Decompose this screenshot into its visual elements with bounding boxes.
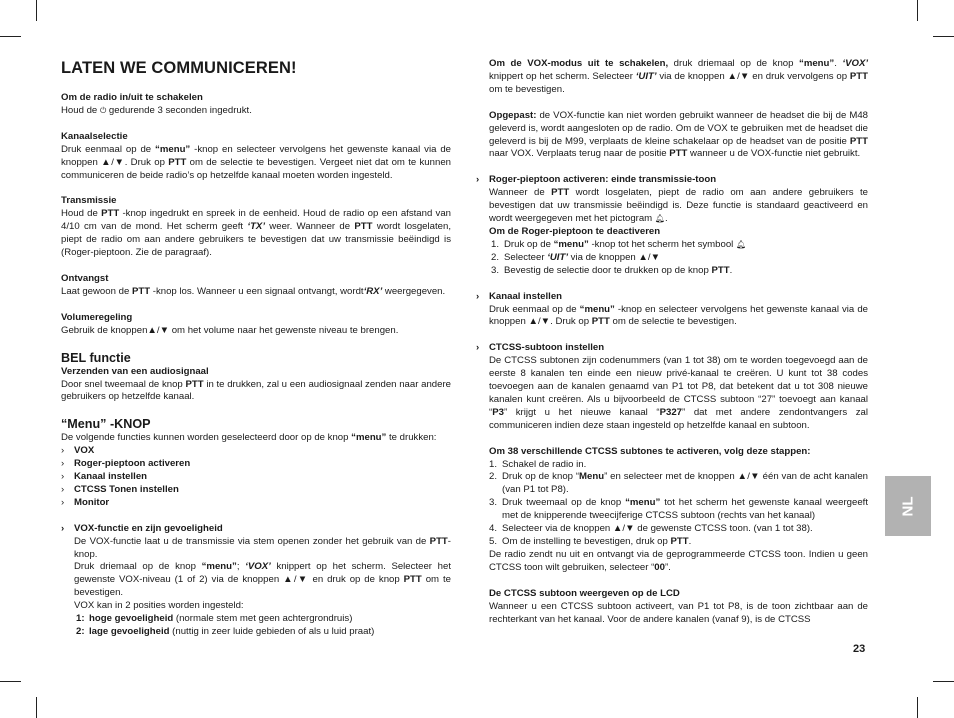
paragraph: Gebruik de knoppen▲/▼ om het volume naar het gewenste niveau te brengen. bbox=[61, 324, 399, 336]
list-item: 4. Selecteer via de knoppen ▲/▼ de gewenste CTCSS toon. (van 1 tot 38). bbox=[489, 523, 813, 535]
section-kanaal bbox=[476, 291, 868, 330]
paragraph: Door snel tweemaal de knop PTT in te drukken, zal u een audiosignaal zenden naar andere gebruikers op hetzelfde kanaal. bbox=[61, 378, 451, 403]
list-item: › VOX bbox=[61, 445, 95, 457]
section-vox bbox=[61, 523, 451, 639]
list-item: › Monitor bbox=[61, 496, 110, 508]
paragraph: De VOX-functie laat u de transmissie via stem openen zonder het gebruik van de PTT-knop. bbox=[74, 535, 451, 560]
section-heading: Transmissie bbox=[61, 195, 117, 207]
section-channel-select bbox=[61, 131, 451, 183]
language-tab bbox=[885, 476, 931, 536]
paragraph: Druk driemaal op de knop “menu”; ‘VOX’ knippert op het scherm. Selecteer het gewenste VOX-niveau (1 of 2) via de knoppen ▲/▼ en druk op de knop PTT om te bevestigen. bbox=[74, 561, 451, 599]
section-heading: Ontvangst bbox=[61, 272, 109, 284]
section-activate bbox=[489, 446, 868, 575]
paragraph: Laat gewoon de PTT -knop los. Wanneer u een signaal ontvangt, wordt‘RX’ weergegeven. bbox=[61, 285, 446, 297]
paragraph: VOX kan in 2 posities worden ingesteld: bbox=[74, 600, 244, 612]
paragraph: Druk eenmaal op de “menu” -knop en selecteer vervolgens het gewenste kanaal via de knoppen ▲/▼. Druk op PTT om de selectie te bevestigen. bbox=[489, 303, 869, 328]
crop-mark bbox=[36, 697, 37, 718]
list-item: 1: hoge gevoeligheid (normale stem met geen achtergrondruis) bbox=[76, 613, 353, 625]
section-bel bbox=[61, 351, 451, 405]
bell-icon: 🔔︎ bbox=[735, 239, 747, 249]
paragraph: Wanneer u een CTCSS subtoon activeert, van P1 tot P8, is de toon zichtbaar aan de rechterkant van het kanaal. Voor de andere kanalen (vanaf 9), is de CTCSS bbox=[489, 600, 868, 625]
list-item: › Roger-pieptoon activeren bbox=[61, 458, 191, 470]
sub-heading: Om de Roger-pieptoon te deactiveren bbox=[489, 225, 661, 237]
section-roger bbox=[476, 174, 868, 277]
section-menu bbox=[61, 417, 451, 509]
paragraph: Houd de ⏻ gedurende 3 seconden ingedrukt. bbox=[61, 104, 252, 116]
paragraph: Houd de PTT -knop ingedrukt en spreek in de eenheid. Houd de radio op een afstand van 4/10 cm van de mond. Het scherm geeft ‘TX’ weer. Wanneer de PTT wordt losgelaten, piept de radio om aan andere gebruikers te bevestigen dat uw transmissie beëindigd is (Roger-pieptoon. Zie de paragraaf). bbox=[61, 208, 451, 259]
crop-mark bbox=[36, 0, 37, 21]
section-title: “Menu” -KNOP bbox=[61, 417, 151, 432]
bell-icon: 🔔︎ bbox=[654, 214, 665, 224]
list-item: 1. Schakel de radio in. bbox=[489, 458, 587, 470]
list-item: 2: lage gevoeligheid (nuttig in zeer luide gebieden of als u luid praat) bbox=[76, 626, 375, 637]
section-heading: De CTCSS subtoon weergeven op de LCD bbox=[489, 587, 680, 599]
crop-mark bbox=[933, 36, 954, 37]
section-reception bbox=[61, 273, 451, 299]
section-heading: › Roger-pieptoon activeren: einde transmissie-toon bbox=[476, 174, 717, 186]
section-ctcss bbox=[476, 342, 868, 432]
right-column bbox=[476, 58, 869, 626]
crop-mark bbox=[0, 36, 21, 37]
crop-mark bbox=[0, 681, 21, 682]
list-item: › Kanaal instellen bbox=[61, 471, 148, 483]
power-icon: ⏻ bbox=[99, 105, 107, 115]
section-volume bbox=[61, 312, 451, 338]
paragraph: Wanneer de PTT wordt losgelaten, piept de radio om aan andere gebruikers te bevestigen dat uw transmissie beëindigd is. Deze functie is standaard geactiveerd en wordt weergegeven met het pictogram 🔔︎. bbox=[489, 187, 869, 225]
left-column bbox=[61, 58, 451, 639]
section-power bbox=[61, 92, 451, 118]
page-title: LATEN WE COMMUNICEREN! bbox=[61, 59, 297, 77]
list-item: › CTCSS Tonen instellen bbox=[61, 483, 179, 495]
paragraph: De CTCSS subtonen zijn codenummers (van 1 tot 38) om te worden toegevoegd aan de eerste 8 kanalen ten einde een nieuw privé-kanaal te creëren. U kunt tot 38 codes toevoegen aan de kanalen genaamd van P1 tot P8, dat betekent dat u tot 308 nieuwe kanalen kunt creëren. Als u bijvoorbeeld de CTCSS subtoon “27” toevoegt aan kanaal “P3” krijgt u het nieuwe kanaal “P327” dat met andere zendontvangers zal communiceren indien deze staan ingesteld op hetzelfde kanaal en subtoon. bbox=[489, 355, 868, 431]
section-heading: Om de radio in/uit te schakelen bbox=[61, 92, 203, 103]
paragraph: Opgepast: de VOX-functie kan niet worden gebruikt wanneer de headset die bij de M48 geleverd is, wordt aangesloten op de radio. Om de VOX te gebruiken met de headset die geleverd is bij de M99, verplaats de kleine schakelaar op de headset van de positie PTT naar VOX. Verplaats terug naar de positie PTT wanneer u de VOX-functie niet gebruikt. bbox=[489, 109, 868, 160]
section-heading: Kanaalselectie bbox=[61, 130, 128, 142]
page-number: 23 bbox=[853, 643, 866, 655]
list-item: 2. Selecteer ‘UIT’ via de knoppen ▲/▼ bbox=[491, 251, 661, 263]
section-heading: › CTCSS-subtoon instellen bbox=[476, 342, 605, 354]
paragraph: Druk eenmaal op de “menu” -knop en selecteer vervolgens het gewenste kanaal via de knoppen ▲/▼. Druk op PTT om de selectie te bevestigen. Vergeet niet dat om te kunnen communiceren de beide radio’s op hetzelfde kanaal moeten worden ingesteld. bbox=[61, 143, 452, 181]
section-heading: Om 38 verschillende CTCSS subtones te activeren, volg deze stappen: bbox=[489, 445, 811, 457]
section-lcd bbox=[489, 588, 868, 627]
list-item: 3. Bevestig de selectie door te drukken op de knop PTT. bbox=[491, 264, 733, 276]
paragraph: De radio zendt nu uit en ontvangt via de geprogrammeerde CTCSS toon. Indien u geen CTCSS toon wilt gebruiken, selecteer “00”. bbox=[489, 548, 868, 573]
section-title: BEL functie bbox=[61, 350, 131, 365]
section-heading: › Kanaal instellen bbox=[476, 290, 563, 302]
list-item: 5. Om de instelling te bevestigen, druk op PTT. bbox=[489, 536, 692, 547]
section-transmission bbox=[61, 195, 451, 260]
list-item: 3. Druk tweemaal op de knop “menu” tot het scherm het gewenste kanaal weergeeft met de knipperende tweecijferige CTCSS subtoon (rechts van het kanaal) bbox=[489, 497, 868, 522]
crop-mark bbox=[917, 0, 918, 21]
section-heading: Volumeregeling bbox=[61, 311, 133, 323]
paragraph: Om de VOX-modus uit te schakelen, druk driemaal op de knop “menu”. ‘VOX’ knippert op het scherm. Selecteer ‘UIT’ via de knoppen ▲/▼ en druk vervolgens op PTT om te bevestigen. bbox=[489, 58, 869, 95]
section-heading: › VOX-functie en zijn gevoeligheid bbox=[61, 522, 223, 534]
list-item: 1. Druk op de “menu” -knop tot het scherm het symbool 🔔︎ bbox=[491, 238, 747, 250]
crop-mark bbox=[917, 697, 918, 718]
crop-mark bbox=[933, 681, 954, 682]
list-item: 2. Druk op de knop “Menu” en selecteer met de knoppen ▲/▼ één van de acht kanalen (van P1 tot P8). bbox=[489, 471, 868, 496]
section-heading: Verzenden van een audiosignaal bbox=[61, 365, 209, 377]
paragraph: De volgende functies kunnen worden geselecteerd door op de knop “menu” te drukken: bbox=[61, 432, 437, 444]
language-tab-label: NL bbox=[899, 496, 917, 516]
